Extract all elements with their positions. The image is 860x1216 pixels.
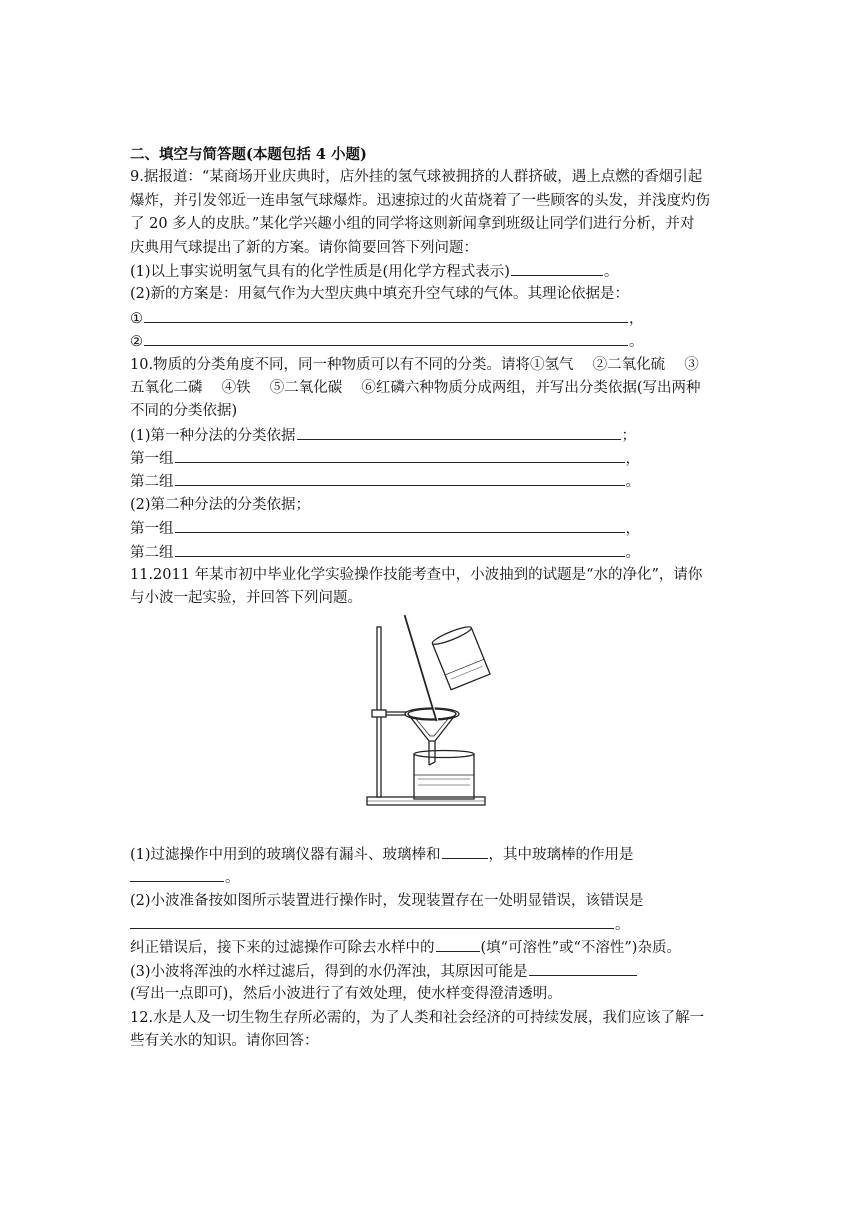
q9-line-3: 了 20 多人的皮肤。”某化学兴趣小组的同学将这则新闻拿到班级让同学们进行分析，并对 [130, 216, 695, 233]
q10-answer-blank-3[interactable] [175, 470, 625, 486]
q9-item-2-label: ② [130, 334, 143, 351]
q9-item-1-end: ， [629, 310, 644, 327]
q11-sub-3a [130, 960, 735, 983]
q11-sub-1a [130, 843, 735, 866]
q9-sub-1-end: 。 [603, 263, 619, 280]
q11-sub-1a-text: (1)过滤操作中用到的玻璃仪器有漏斗、玻璃棒和 [130, 846, 441, 863]
q10-group-1-end: ， [625, 451, 640, 468]
q10-group-2 [130, 470, 735, 493]
q10-group-1 [130, 447, 735, 470]
q12-line-1: 12.水是人及一切生物生存所必需的，为了人类和社会经济的可持续发展，我们应该了解一 [130, 1009, 705, 1026]
q11-sub-3a-text: (3)小波将浑浊的水样过滤后，得到的水仍浑浊，其原因可能是 [130, 963, 528, 980]
q10-group-2-label: 第二组 [130, 474, 174, 491]
q10-line-1: 10.物质的分类角度不同，同一种物质可以有不同的分类。请将①氢气 ②二氧化硫 ③ [130, 356, 699, 373]
section-heading: 二、填空与简答题(本题包括 4 小题) [130, 146, 367, 163]
q11-sub-2c [130, 936, 735, 959]
q10-line-2: 五氧化二磷 ④铁 ⑤二氧化碳 ⑥红磷六种物质分成两组，并写出分类依据(写出两种 [130, 379, 701, 396]
q9-answer-blank-3[interactable] [144, 330, 628, 346]
q11-answer-blank-5[interactable] [529, 960, 637, 976]
q11-sub-2d-text: (填“可溶性”或“不溶性”)杂质。 [480, 940, 681, 957]
q11-sub-2a: (2)小波准备按如图所示装置进行操作时，发现装置存在一处明显错误，该错误是 [130, 892, 644, 909]
q10-group-2-end: 。 [625, 474, 640, 491]
q10-group-4 [130, 541, 735, 564]
q10-sub-1-end: ； [621, 427, 637, 444]
q10-sub-1 [130, 424, 735, 447]
worksheet-page [130, 143, 735, 1053]
q10-sub-2: (2)第二种分法的分类依据； [130, 496, 311, 513]
q10-answer-blank-4[interactable] [175, 517, 625, 533]
q9-sub-2: (2)新的方案是：用氦气作为大型庆典中填充升空气球的气体。其理论依据是： [130, 286, 630, 303]
q9-item-1-label: ① [130, 310, 143, 327]
q9-item-1 [130, 307, 735, 330]
q11-answer-blank-2[interactable] [130, 866, 224, 882]
q10-answer-blank-5[interactable] [175, 541, 625, 557]
q11-answer-blank-4[interactable] [436, 936, 480, 952]
q9-answer-blank-1[interactable] [511, 260, 603, 276]
q9-line-2: 爆炸，并引发邻近一连串氢气球爆炸。迅速掠过的火苗烧着了一些顾客的头发，并浅度灼伤 [130, 192, 710, 209]
q11-sub-2b-end: 。 [615, 916, 630, 933]
q10-group-3-label: 第一组 [130, 521, 174, 538]
q10-group-1-label: 第一组 [130, 451, 174, 468]
q10-group-3-end: ， [625, 521, 640, 538]
q9-line-4: 庆典用气球提出了新的方案。请你简要回答下列问题： [130, 239, 478, 256]
q10-group-4-label: 第二组 [130, 544, 174, 561]
q11-line-2: 与小波一起实验，并回答下列问题。 [130, 590, 362, 607]
q9-sub-1-text: (1)以上事实说明氢气具有的化学性质是(用化学方程式表示) [130, 263, 510, 280]
q10-group-4-end: 。 [625, 544, 640, 561]
q11-sub-1c-end: 。 [225, 870, 240, 887]
q9-item-2 [130, 330, 735, 353]
q11-answer-blank-3[interactable] [130, 913, 614, 929]
q11-answer-blank-1[interactable] [442, 843, 488, 859]
q10-group-3 [130, 517, 735, 540]
q11-sub-2b [130, 913, 735, 936]
q11-sub-2c-text: 纠正错误后，接下来的过滤操作可除去水样中的 [130, 940, 435, 957]
q10-answer-blank-2[interactable] [175, 447, 625, 463]
filtration-apparatus-drawing [360, 615, 500, 815]
q10-sub-1-text: (1)第一种分法的分类依据 [130, 427, 296, 444]
q11-sub-3b: (写出一点即可)，然后小波进行了有效处理，使水样变得澄清透明。 [130, 986, 562, 1003]
q9-item-2-end: 。 [629, 334, 644, 351]
q9-sub-1 [130, 260, 735, 283]
q11-sub-1b-text: ，其中玻璃棒的作用是 [488, 846, 634, 863]
q12-line-2: 些有关水的知识。请你回答： [130, 1032, 319, 1049]
filtration-apparatus-figure [130, 615, 735, 841]
q10-line-3: 不同的分类依据) [130, 403, 238, 420]
q10-answer-blank-1[interactable] [297, 424, 621, 440]
q11-sub-1c [130, 866, 735, 889]
q9-line-1: 9.据报道：“某商场开业庆典时，店外挂的氢气球被拥挤的人群挤破，遇上点燃的香烟引起 [130, 169, 703, 186]
q9-answer-blank-2[interactable] [144, 307, 628, 323]
q11-line-1: 11.2011 年某市初中毕业化学实验操作技能考查中，小波抽到的试题是“水的净化”，请你 [130, 567, 703, 584]
